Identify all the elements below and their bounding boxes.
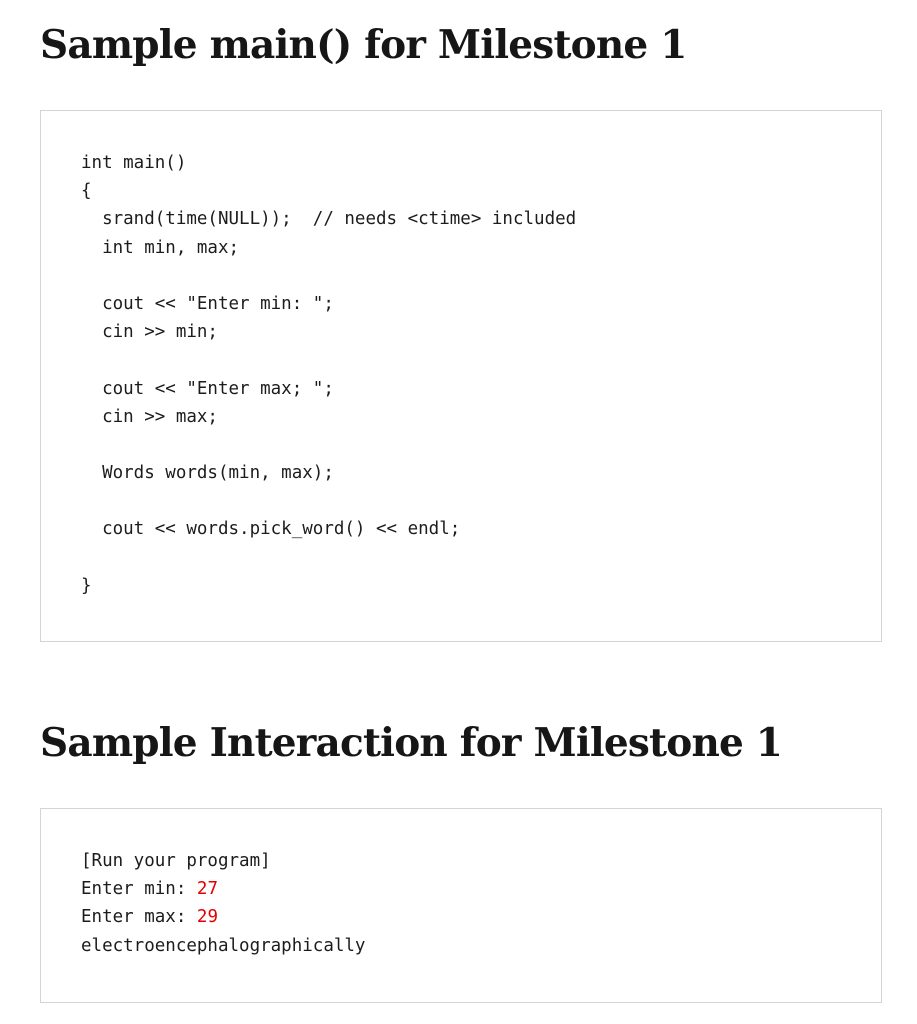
code-line: cin >> max;	[81, 406, 218, 427]
code-line	[81, 346, 576, 374]
output-word-line: electroencephalographically	[81, 935, 366, 956]
sample-main-code	[81, 149, 576, 600]
code-line: int min, max;	[81, 237, 240, 258]
code-line: cout << "Enter min: ";	[81, 293, 334, 314]
enter-min-value: 27	[196, 879, 218, 900]
code-line: }	[81, 575, 92, 596]
milestone-interaction-heading: Sample Interaction for Milestone 1	[40, 720, 783, 766]
sample-main-code-block	[40, 110, 882, 642]
code-line	[81, 487, 576, 515]
code-line	[81, 544, 576, 572]
code-line: int main()	[81, 153, 187, 173]
code-line: cin >> min;	[81, 322, 218, 343]
code-line: cout << words.pick_word() << endl;	[81, 519, 461, 540]
code-line: srand(time(NULL)); // needs <ctime> included	[81, 209, 577, 230]
code-line: {	[81, 181, 92, 202]
code-line	[81, 262, 576, 290]
enter-min-line	[81, 875, 365, 903]
enter-max-line	[81, 903, 365, 931]
run-program-line: [Run your program]	[81, 851, 271, 871]
sample-interaction-block	[40, 808, 882, 1003]
enter-min-prompt: Enter min:	[81, 879, 197, 900]
code-line	[81, 431, 576, 459]
enter-max-prompt: Enter max:	[81, 907, 197, 928]
milestone-main-heading: Sample main() for Milestone 1	[40, 22, 687, 68]
code-line: cout << "Enter max; ";	[81, 378, 334, 399]
sample-interaction-output	[81, 847, 365, 960]
enter-max-value: 29	[196, 907, 218, 928]
code-line: Words words(min, max);	[81, 463, 334, 484]
